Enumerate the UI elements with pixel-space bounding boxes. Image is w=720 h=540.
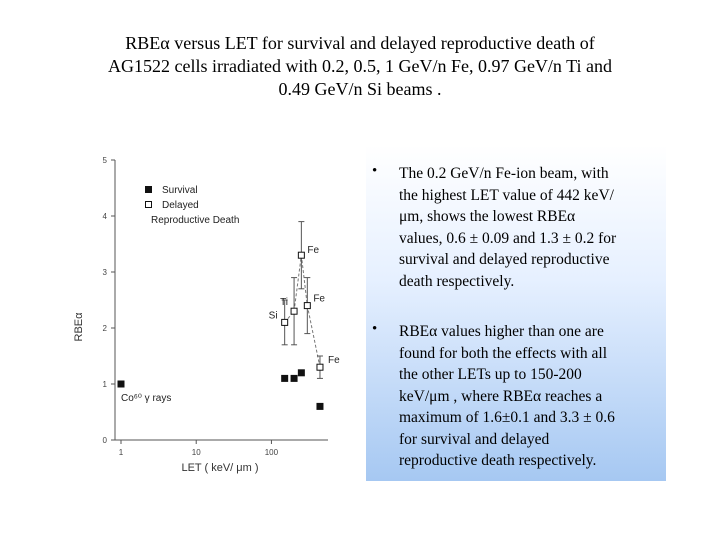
bullet-1-line: death respectively. bbox=[399, 272, 515, 290]
bullet-2-line: the other LETs up to 150-200 bbox=[399, 366, 582, 383]
x-axis-label: LET ( keV/ μm ) bbox=[181, 462, 259, 474]
bullet-2-line: reproductive death respectively. bbox=[399, 452, 597, 469]
annotation-label: Si bbox=[268, 310, 278, 322]
annotation-label: Ti bbox=[280, 297, 289, 309]
y-tick-label: 2 bbox=[102, 324, 107, 333]
x-ticks bbox=[119, 440, 279, 457]
annotation-label: Fe bbox=[307, 245, 320, 257]
legend-label-delayed-line2: Reproductive Death bbox=[151, 215, 240, 226]
bullet-marker: • bbox=[372, 321, 378, 337]
bullet-1-line: μm, shows the lowest RBEα bbox=[399, 208, 576, 225]
legend-label-survival: Survival bbox=[162, 185, 198, 196]
delayed-point bbox=[282, 319, 288, 325]
survival-point bbox=[118, 381, 125, 388]
delayed-connector-line bbox=[294, 255, 301, 311]
bullet-2-line: RBEα values higher than one are bbox=[399, 323, 604, 340]
survival-point bbox=[291, 375, 298, 382]
title-line-3: 0.49 GeV/n Si beams . bbox=[278, 79, 442, 99]
bullet-2-line: found for both the effects with all bbox=[399, 344, 608, 362]
survival-point bbox=[316, 403, 323, 410]
data-points bbox=[118, 252, 324, 410]
annotation-label: Fe bbox=[327, 355, 340, 367]
delayed-point bbox=[298, 252, 304, 258]
bullet-2-line: keV/μm , where RBEα reaches a bbox=[399, 387, 603, 405]
legend bbox=[145, 185, 239, 226]
bullet-1-line: The 0.2 GeV/n Fe-ion beam, with bbox=[399, 165, 609, 182]
title-line-1: RBEα versus LET for survival and delayed reproductive death of bbox=[125, 33, 595, 53]
bullet-1-line: values, 0.6 ± 0.09 and 1.3 ± 0.2 for bbox=[399, 229, 617, 247]
delayed-connector-line bbox=[301, 255, 307, 305]
bullet-1-line: the highest LET value of 442 keV/ bbox=[399, 186, 614, 204]
delayed-point bbox=[291, 308, 297, 314]
annotation-label: Co⁶⁰ γ rays bbox=[121, 393, 172, 404]
rbe-chart bbox=[70, 145, 345, 480]
delayed-point bbox=[304, 303, 310, 309]
x-tick-label: 1 bbox=[118, 448, 124, 457]
slide-title bbox=[40, 32, 680, 101]
bullet-2-line: for survival and delayed bbox=[399, 430, 550, 448]
x-tick-label: 100 bbox=[264, 448, 279, 457]
x-tick-label: 10 bbox=[191, 448, 201, 457]
bullet-2-line: maximum of 1.6±0.1 and 3.3 ± 0.6 bbox=[399, 409, 615, 426]
y-tick-label: 0 bbox=[102, 436, 107, 445]
annotation-label: Fe bbox=[313, 293, 325, 305]
y-ticks bbox=[103, 156, 115, 445]
y-axis-label: RBEα bbox=[73, 312, 85, 342]
notes-panel bbox=[366, 145, 666, 481]
y-tick-label: 5 bbox=[102, 156, 107, 165]
bullet-marker: • bbox=[372, 163, 378, 179]
legend-label-delayed-line1: Delayed bbox=[162, 200, 199, 211]
title-line-2: AG1522 cells irradiated with 0.2, 0.5, 1 GeV/n Fe, 0.97 GeV/n Ti and bbox=[108, 56, 612, 76]
y-tick-label: 4 bbox=[102, 212, 107, 221]
y-tick-label: 3 bbox=[102, 268, 107, 277]
delayed-point bbox=[317, 364, 323, 370]
survival-point bbox=[298, 369, 305, 376]
y-tick-label: 1 bbox=[102, 380, 107, 389]
legend-marker-survival bbox=[145, 186, 152, 193]
bullet-1-line: survival and delayed reproductive bbox=[399, 251, 610, 268]
legend-marker-delayed bbox=[146, 202, 152, 208]
delayed-connector-line bbox=[307, 306, 320, 368]
survival-point bbox=[281, 375, 288, 382]
